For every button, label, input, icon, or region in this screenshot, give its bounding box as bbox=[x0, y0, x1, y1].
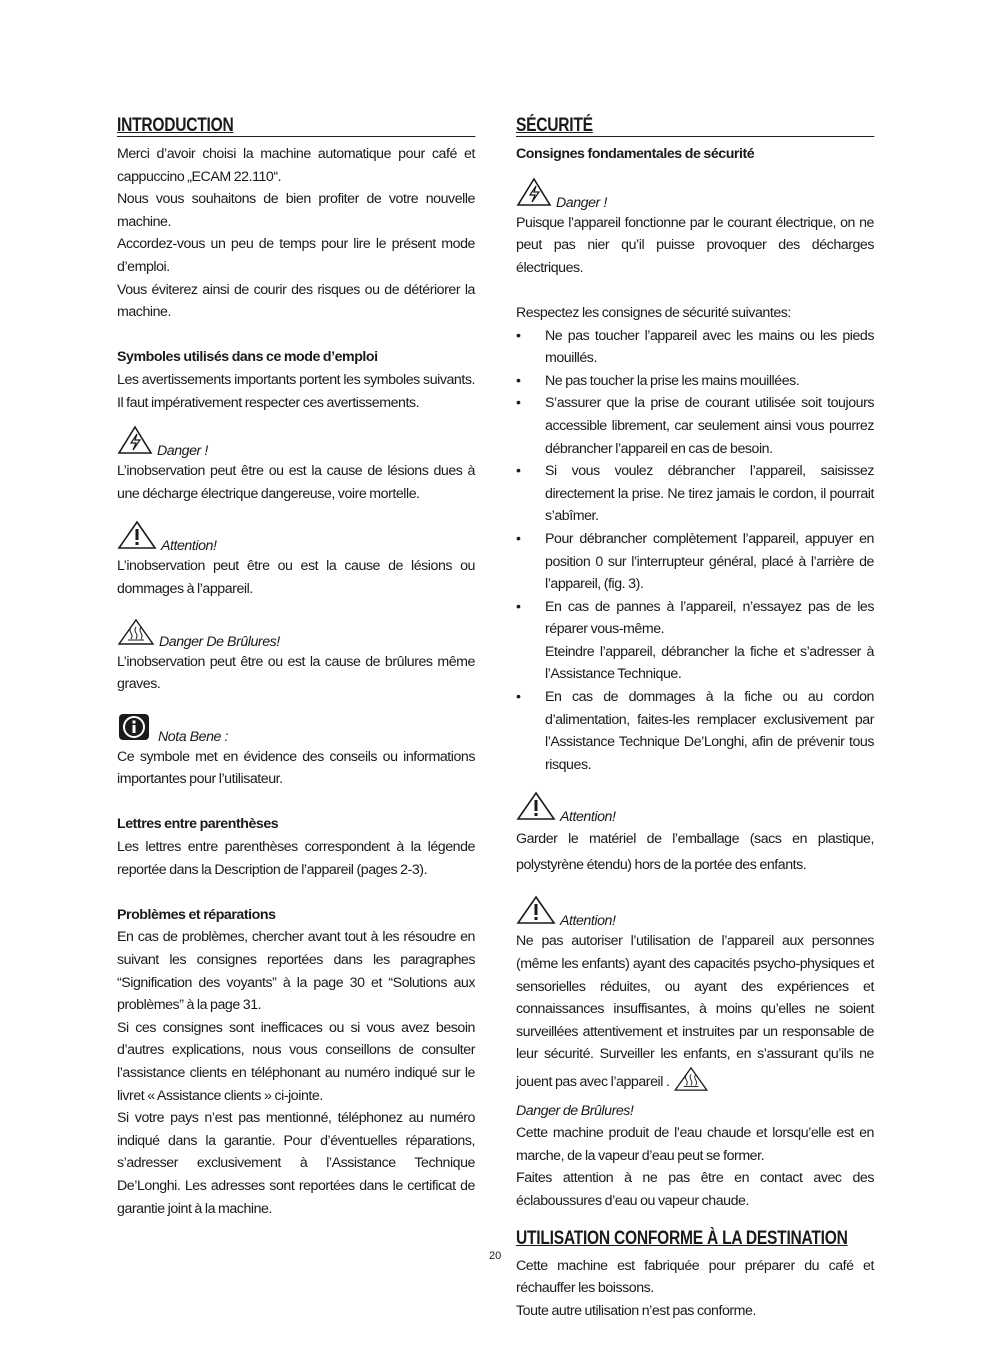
attention-label: Attention! bbox=[560, 809, 616, 826]
introduction-heading: INTRODUCTION bbox=[117, 116, 475, 137]
list-item: • Si vous voulez débrancher l’appareil, saisissez directement la prise. Ne tirez jamais le cordon, il pourrait s’abîmer. bbox=[516, 460, 874, 528]
list-item: • S’assurer que la prise de courant utilisée soit toujours accessible librement, car seulement ainsi vous pourrez débrancher l’appareil en cas de besoin. bbox=[516, 392, 874, 460]
burn-paragraph: Cette machine produit de l’eau chaude et lorsqu’elle est en marche, de la vapeur d’eau peut se former. bbox=[516, 1125, 874, 1164]
danger-callout bbox=[117, 430, 475, 460]
attention-callout bbox=[516, 796, 874, 826]
right-column bbox=[516, 116, 874, 1322]
danger-label: Danger ! bbox=[556, 194, 607, 211]
attention-callout bbox=[516, 900, 874, 930]
burn-label: Danger de Brûlures! bbox=[516, 1102, 634, 1119]
warning-icon bbox=[117, 520, 157, 555]
problems-paragraph: Si votre pays n’est pas mentionné, téléphonez au numéro indiqué dans la garantie. Pour d’éventuelles réparations, s’adresser exclusivement à l’Assistance Technique De’Longhi. Les adresses sont reportées dans le certificat de garantie joint à la machine. bbox=[117, 1110, 475, 1217]
info-icon bbox=[117, 713, 151, 746]
problems-paragraph: En cas de problèmes, chercher avant tout à les résoudre en suivant les consignes reportées dans les paragraphes “Signification des voyants” à la page 30 et “Solutions aux problèmes” à la page 31. bbox=[117, 929, 475, 1014]
safety-list bbox=[516, 325, 874, 777]
problems-paragraph: Si ces consignes sont inefficaces ou si vous avez besoin d’autres explications, nous vous conseillons de consulter l’assistance clients en téléphonant au numéro indiqué sur le livret « Assistance clients » ci-jointe. bbox=[117, 1019, 475, 1104]
intro-paragraph: Merci d’avoir choisi la machine automatique pour café et cappuccino „ECAM 22.110“. bbox=[117, 146, 475, 185]
usage-heading: UTILISATION CONFORME À LA DESTINATION bbox=[516, 1227, 848, 1249]
security-heading: SÉCURITÉ bbox=[516, 116, 874, 137]
warning-icon bbox=[516, 895, 556, 930]
danger-paragraph: L’inobservation peut être ou est la cause de lésions dues à une décharge électrique dangereuse, voire mortelle. bbox=[117, 463, 475, 502]
burn-paragraph: L’inobservation peut être ou est la cause de brûlures même graves. bbox=[117, 653, 475, 693]
list-item-extra: Eteindre l’appareil, débrancher la fiche et s’adresser à l’Assistance Technique. bbox=[545, 643, 874, 683]
nota-paragraph: Ce symbole met en évidence des conseils ou informations importantes pour l’utilisateur. bbox=[117, 748, 475, 788]
usage-paragraph: Toute autre utilisation n’est pas conforme. bbox=[516, 1302, 756, 1319]
consignes-heading: Consignes fondamentales de sécurité bbox=[516, 146, 755, 162]
attention-callout bbox=[117, 525, 475, 555]
usage-paragraph: Cette machine est fabriquée pour préparer du café et réchauffer les boissons. bbox=[516, 1257, 874, 1297]
symbols-heading: Symboles utilisés dans ce mode d’emploi bbox=[117, 349, 378, 366]
warning-icon bbox=[516, 791, 556, 826]
letters-heading: Lettres entre parenthèses bbox=[117, 816, 279, 833]
electric-danger-icon bbox=[516, 177, 552, 212]
danger-label: Danger ! bbox=[157, 443, 208, 460]
hot-surface-icon bbox=[673, 1066, 709, 1100]
electric-danger-icon bbox=[117, 425, 153, 460]
nota-callout bbox=[117, 716, 475, 746]
attention-text: Ne pas autoriser l’utilisation de l’appareil aux personnes (même les enfants) ayant des capacités psycho-physiques et sensorielles réduites, ou ayant des expériences et connaissances insuffisantes, à moins qu’elles ne soient surveillées attentivement et instruites par un responsable de leur sécurité. Surveiller les enfants, en s’assurant qu’ils ne jouent pas avec l’appareil . bbox=[516, 933, 874, 1090]
attention-label: Attention! bbox=[161, 538, 217, 555]
burn-paragraph: Faites attention à ne pas être en contact avec des éclaboussures d’eau ou vapeur chaude. bbox=[516, 1170, 874, 1209]
intro-paragraph: Accordez-vous un peu de temps pour lire le présent mode d’emploi. bbox=[117, 236, 475, 275]
problems-heading: Problèmes et réparations bbox=[117, 906, 276, 923]
danger-callout bbox=[516, 182, 874, 212]
danger-paragraph: Puisque l’appareil fonctionne par le courant électrique, on ne peut pas nier qu’il puisse provoquer des décharges électriques. bbox=[516, 214, 874, 276]
attention-label: Attention! bbox=[560, 913, 616, 930]
list-item: • Ne pas toucher l’appareil avec les mains ou les pieds mouillés. bbox=[516, 325, 874, 370]
attention-paragraph: Garder le matériel de l’emballage (sacs en plastique, polystyrène étendu) hors de la portée des enfants. bbox=[516, 831, 874, 874]
attention-paragraph bbox=[516, 930, 874, 1099]
burn-label: Danger De Brûlures! bbox=[159, 633, 280, 650]
burn-callout bbox=[117, 621, 475, 651]
symbols-paragraph: Les avertissements importants portent les symboles suivants. Il faut impérativement respecter ces avertissements. bbox=[117, 371, 475, 411]
nota-label: Nota Bene : bbox=[158, 728, 228, 745]
list-item bbox=[516, 596, 874, 686]
list-item: • En cas de dommages à la fiche ou au cordon d’alimentation, faites-les remplacer exclusivement par l’Assistance Technique De’Longhi, afin de prévenir tous risques. bbox=[516, 686, 874, 776]
intro-paragraph: Nous vous souhaitons de bien profiter de votre nouvelle machine. bbox=[117, 191, 475, 230]
respect-paragraph: Respectez les consignes de sécurité suivantes: bbox=[516, 304, 791, 321]
list-item: • Ne pas toucher la prise les mains mouillées. bbox=[516, 370, 874, 393]
page-number: 20 bbox=[489, 1250, 502, 1262]
list-item: • Pour débrancher complètement l’appareil, appuyer en position 0 sur l’interrupteur général, placé à l’arrière de l’appareil, (fig. 3). bbox=[516, 528, 874, 596]
list-item-text: En cas de pannes à l’appareil, n’essayez pas de les réparer vous-même. bbox=[545, 598, 874, 638]
hot-surface-icon bbox=[117, 618, 155, 651]
attention-paragraph: L’inobservation peut être ou est la cause de lésions ou dommages à l’appareil. bbox=[117, 558, 475, 597]
intro-paragraph: Vous éviterez ainsi de courir des risques ou de détériorer la machine. bbox=[117, 281, 475, 321]
letters-paragraph: Les lettres entre parenthèses correspondent à la légende reportée dans la Description de l’appareil (pages 2-3). bbox=[117, 839, 475, 878]
left-column bbox=[117, 116, 475, 1220]
